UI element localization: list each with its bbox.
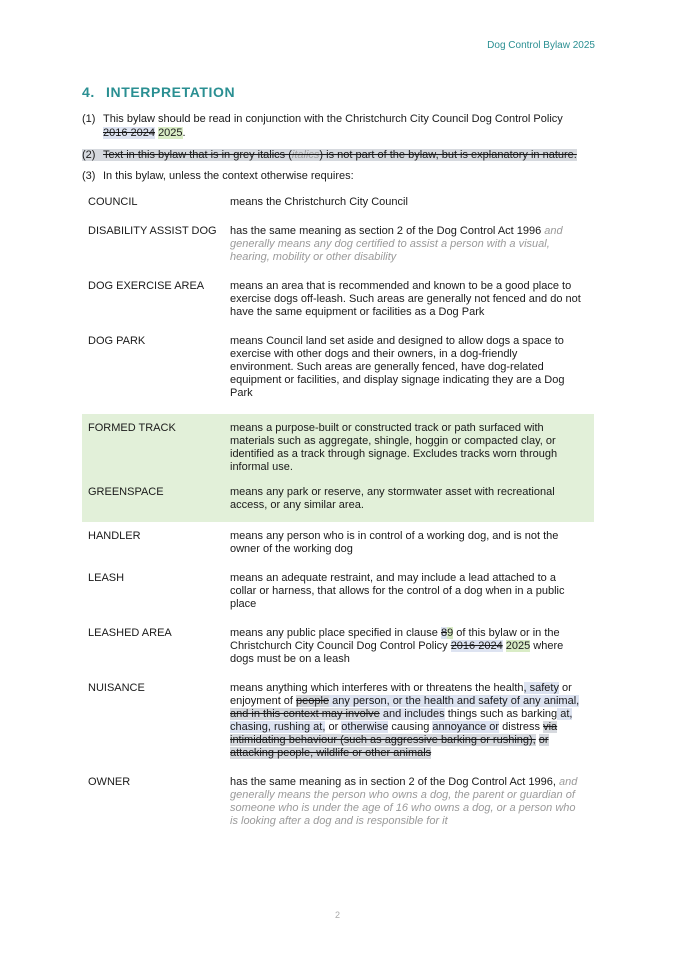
definition-owner	[82, 770, 594, 838]
definition-handler	[82, 522, 594, 566]
definitions-list	[82, 190, 594, 838]
new-year: 2025	[158, 127, 183, 139]
definition-term: HANDLER	[88, 530, 141, 542]
deleted-clause-number: 8	[440, 627, 448, 639]
clause-3	[82, 169, 597, 183]
definition-text: means any person who is in control of a working dog, and is not the owner of the working dog	[230, 530, 559, 555]
definition-formed-track	[82, 414, 594, 484]
definition-text: means any public place specified in clause 89 of this bylaw or in the Christchurch City Council Dog Control Policy 2016 2024 2025 where dogs must be on a leash	[230, 627, 564, 665]
definition-text: means a purpose-built or constructed track or path surfaced with materials such as aggregate, shingle, hoggin or compacted clay, or identified as a track through signage. Excludes tracks worn through informal use.	[230, 422, 558, 473]
definition-text: means the Christchurch City Council	[230, 196, 408, 208]
definition-term: COUNCIL	[88, 196, 138, 208]
section-heading	[82, 84, 235, 100]
explanatory-note: and generally means the person who owns a dog, the parent or guardian of someone who is under the age of 16 who owns a dog, or a person who is looking after a dog and is responsible for it	[230, 776, 578, 827]
definition-term: LEASHED AREA	[88, 627, 172, 639]
explanatory-note: and generally means any dog certified to assist a person with a visual, hearing, mobility or other disability	[230, 225, 563, 263]
running-header: Dog Control Bylaw 2025	[487, 40, 595, 51]
clause-number: (1)	[82, 113, 96, 125]
new-year: 2025	[505, 640, 531, 652]
definition-term: DOG PARK	[88, 335, 146, 347]
definition-council	[82, 190, 594, 219]
deleted-years: 2016 2024	[103, 127, 155, 139]
deleted-text: people	[296, 695, 330, 707]
deleted-text: or attacking people, wildlife or other animals	[230, 734, 549, 759]
definition-term: DOG EXERCISE AREA	[88, 280, 205, 292]
definition-term: OWNER	[88, 776, 131, 788]
clause-2-deleted: (2) Text in this bylaw that is in grey italics (italics) is not part of the bylaw, but is explanatory in nature.	[82, 149, 577, 161]
page-number: 2	[334, 910, 340, 920]
clause-1	[82, 112, 597, 140]
definition-text: has the same meaning as in section 2 of the Dog Control Act 1996, and generally means the person who owns a dog, the parent or guardian of someone who is under the age of 16 who owns a dog, or a person who is looking after a dog and is responsible for it	[230, 776, 578, 827]
deleted-years: 2016 2024	[450, 640, 503, 652]
definition-greenspace	[82, 484, 594, 522]
clause-number: (3)	[82, 170, 96, 182]
definition-term: LEASH	[88, 572, 125, 584]
new-clause-number: 9	[447, 627, 454, 639]
section-number: 4.	[82, 84, 95, 100]
definition-nuisance	[82, 676, 594, 770]
definition-leashed-area	[82, 621, 594, 676]
deleted-text: and in this context may involve	[230, 708, 380, 720]
definition-text: has the same meaning as section 2 of the Dog Control Act 1996 and generally means any dog certified to assist a person with a visual, hearing, mobility or other disability	[230, 225, 563, 263]
definition-term: GREENSPACE	[88, 486, 164, 498]
section-title: INTERPRETATION	[106, 84, 236, 100]
definition-text: means anything which interferes with or threatens the health, safety or enjoyment of people any person, or the health and safety of any animal, and in this context may involve and includes things such as barking at, chasing, rushing at, or otherwise causing annoyance or distress via intimidating behaviour (such as aggressive barking or rushing), or attacking people, wildlife or other animals	[230, 682, 580, 759]
definition-dog-exercise-area	[82, 274, 594, 329]
definition-leash	[82, 566, 594, 621]
clause-text: In this bylaw, unless the context otherwise requires:	[103, 170, 354, 182]
definition-text: means an area that is recommended and known to be a good place to exercise dogs off-leash. Such areas are generally not fenced and do not have the same equipment or facilities as a Dog Park	[230, 280, 581, 318]
definition-dog-park	[82, 329, 594, 414]
definition-term: FORMED TRACK	[88, 422, 176, 434]
definition-disability-assist-dog	[82, 219, 594, 274]
definition-text: means any park or reserve, any stormwater asset with recreational access, or any similar area.	[230, 486, 555, 511]
definition-text: means an adequate restraint, and may include a lead attached to a collar or harness, that allows for the control of a dog when in a public place	[230, 572, 565, 610]
definition-text: means Council land set aside and designed to allow dogs a space to exercise with other dogs and their owners, in a dog-friendly environment. Such areas are generally fenced, have dog-related equipment or facilities, and display signage indicating they are a Dog Park	[230, 335, 565, 399]
clause-text: This bylaw should be read in conjunction with the Christchurch City Council Dog Control Policy	[103, 113, 563, 125]
deleted-text: via intimidating behaviour (such as aggressive barking or rushing),	[230, 721, 558, 746]
clause-1-years: 2016 2024 2025.	[103, 127, 186, 139]
definition-term: DISABILITY ASSIST DOG	[88, 225, 217, 237]
definition-term: NUISANCE	[88, 682, 145, 694]
italics-example: italics	[291, 149, 320, 161]
clause-number: (2)	[82, 149, 96, 161]
